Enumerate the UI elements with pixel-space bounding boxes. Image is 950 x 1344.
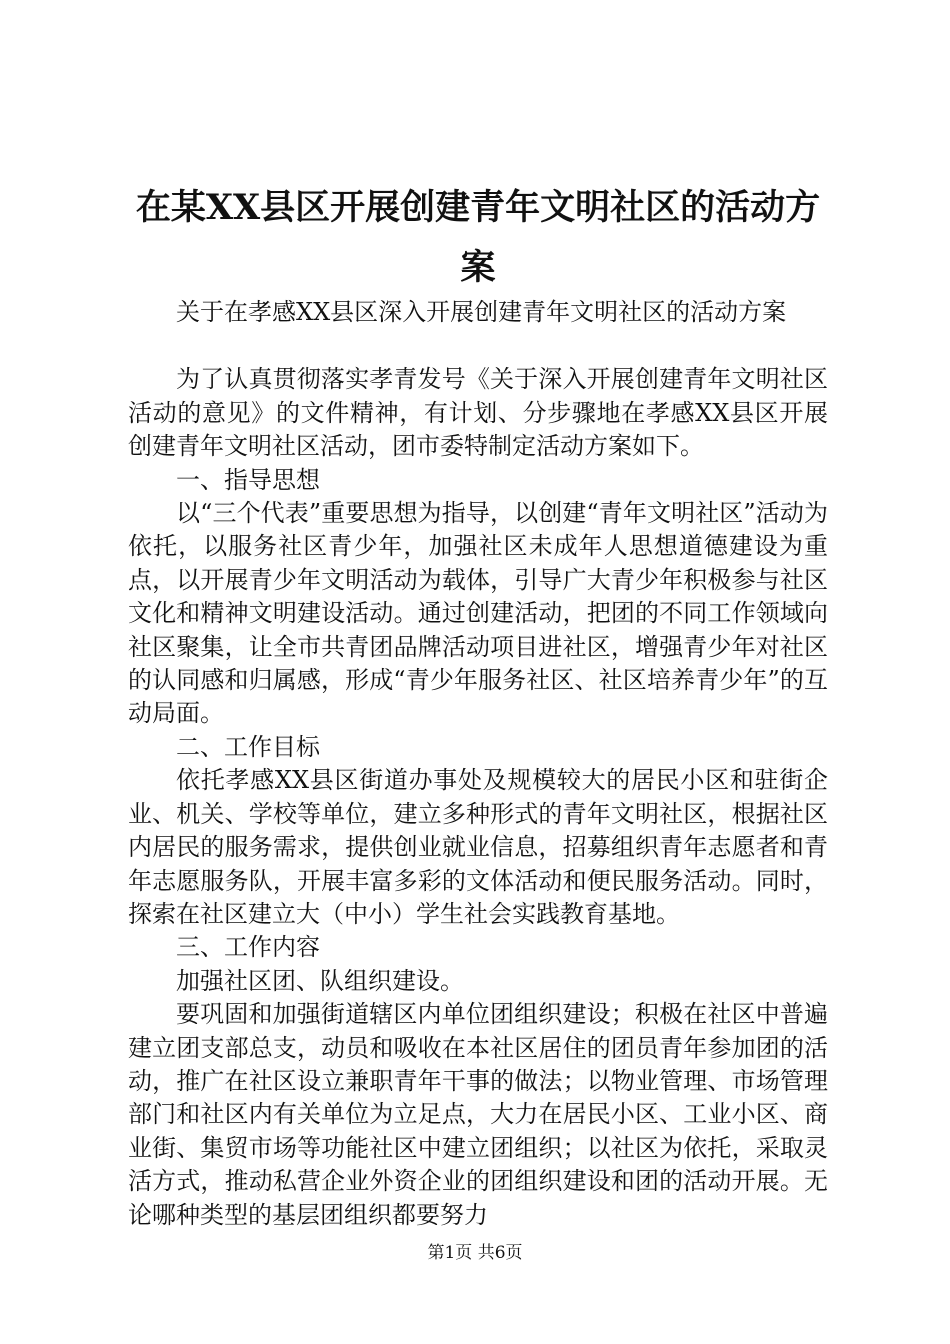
document-title: 在某XX县区开展创建青年文明社区的活动方案 xyxy=(135,187,821,288)
paragraph-work-content-item: 加强社区团、队组织建设。 xyxy=(176,966,464,995)
paragraph-work-goals: 依托孝感XX县区街道办事处及规模较大的居民小区和驻街企业、机关、学校等单位，建立多种形式的青年文明社区，根据社区内居民的服务需求，提供创业就业信息，招募组织青年志愿者和青年志愿服务队，开展丰富多彩的文体活动和便民服务活动。同时，探索在社区建立大（中小）学生社会实践教育基地。 xyxy=(128,766,828,928)
paragraph-intro: 为了认真贯彻落实孝青发号《关于深入开展创建青年文明社区活动的意见》的文件精神，有计划、分步骤地在孝感XX县区开展创建青年文明社区活动，团市委特制定活动方案如下。 xyxy=(128,365,828,461)
page-footer: 第1页 共6页 xyxy=(427,1243,523,1263)
paragraph-guiding-ideology: 以“三个代表”重要思想为指导，以创建“青年文明社区”活动为依托，以服务社区青少年，加强社区未成年人思想道德建设为重点，以开展青少年文明活动为载体，引导广大青少年积极参与社区文化和精神文明建设活动。通过创建活动，把团的不同工作领域向社区聚集，让全市共青团品牌活动项目进社区，增强青少年对社区的认同感和归属感，形成“青少年服务社区、社区培养青少年”的互动局面。 xyxy=(128,499,828,728)
section-heading-guiding-ideology: 一、指导思想 xyxy=(176,465,320,494)
section-heading-work-content: 三、工作内容 xyxy=(176,933,320,962)
paragraph-work-content-detail: 要巩固和加强街道辖区内单位团组织建设；积极在社区中普遍建立团支部总支，动员和吸收在本社区居住的团员青年参加团的活动，推广在社区设立兼职青年干事的做法；以物业管理、市场管理部门和社区内有关单位为立足点，大力在居民小区、工业小区、商业街、集贸市场等功能社区中建立团组织；以社区为依托，采取灵活方式，推动私营企业外资企业的团组织建设和团的活动开展。无论哪种类型的基层团组织都要努力 xyxy=(128,1000,828,1229)
section-heading-work-goals: 二、工作目标 xyxy=(176,732,320,761)
document-body xyxy=(128,296,828,1232)
document-subtitle: 关于在孝感XX县区深入开展创建青年文明社区的活动方案 xyxy=(176,298,787,326)
